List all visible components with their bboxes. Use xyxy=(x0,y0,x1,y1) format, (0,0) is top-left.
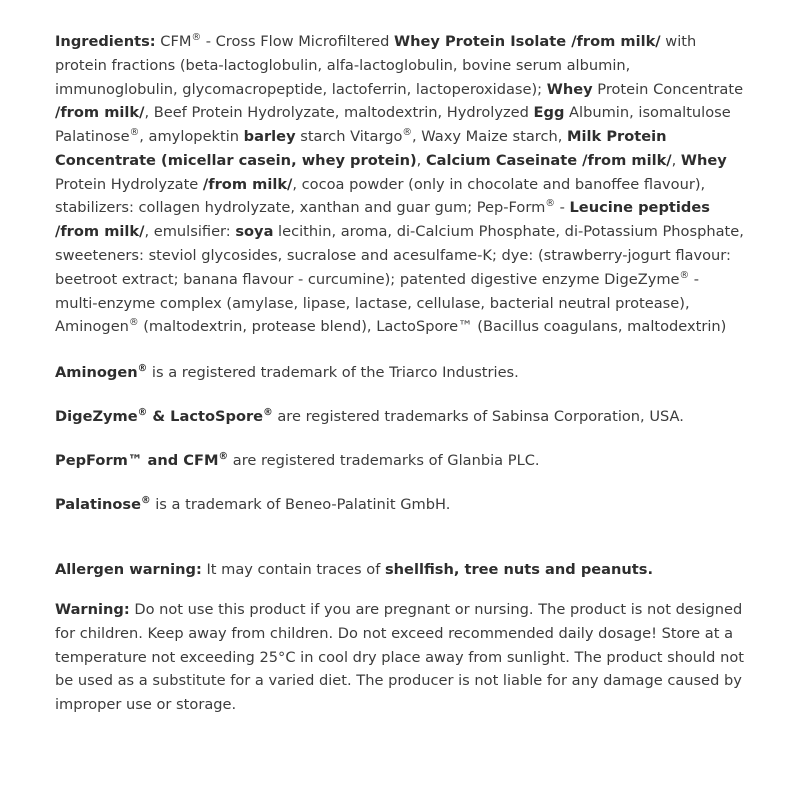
trademark-notice: PepForm™ and CFM® are registered trademarks of Glanbia PLC. xyxy=(55,450,540,469)
trademark-notice: DigeZyme® & LactoSpore® are registered trademarks of Sabinsa Corporation, USA. xyxy=(55,407,684,425)
trademark-notices xyxy=(55,361,745,516)
section-spacer xyxy=(55,536,745,558)
trademark-notice: Palatinose® is a trademark of Beneo-Palatinit GmbH. xyxy=(55,494,451,513)
warning-paragraph: Warning: Do not use this product if you are pregnant or nursing. The product is not designed for children. Keep away from children. Do not exceed recommended daily dosage! Store at a temperature not exceeding 25°C in cool dry place away from sunlight. The product should not be used as a substitute for a varied diet. The producer is not liable for any damage caused by improper use or storage. xyxy=(55,601,744,714)
allergen-warning-paragraph: Allergen warning: It may contain traces of shellfish, tree nuts and peanuts. xyxy=(55,561,653,579)
trademark-notice: Aminogen® is a registered trademark of the Triarco Industries. xyxy=(55,363,519,382)
ingredients-paragraph: Ingredients: CFM® - Cross Flow Microfiltered Whey Protein Isolate /from milk/ with protein fractions (beta-lactoglobulin, alfa-lactoglobulin, bovine serum albumin, immunoglobulin, glycomacropeptide, lactoferrin, lactoperoxidase); Whey Protein Concentrate /from milk/, Beef Protein Hydrolyzate, maltodextrin, Hydrolyzed Egg Albumin, isomaltulose Palatinose®, amylopektin barley starch Vitargo®, Waxy Maize starch, Milk Protein Concentrate (micellar casein, whey protein), Calcium Caseinate /from milk/, Whey Protein Hydrolyzate /from milk/, cocoa powder (only in chocolate and banoffee flavour), stabilizers: collagen hydrolyzate, xanthan and guar gum; Pep-Form® - Leucine peptides /from milk/, emulsifier: soya lecithin, aroma, di-Calcium Phosphate, di-Potassium Phosphate, sweeteners: steviol glycosides, sucralose and acesulfame-K; dye: (strawberry-jogurt flavour: beetroot extract; banana flavour - curcumine); patented digestive enzyme DigeZyme® - multi-enzyme complex (amylase, lipase, lactase, cellulase, bacterial neutral protease), Aminogen® (maltodextrin, protease blend), LactoSpore™ (Bacillus coagulans, maltodextrin) xyxy=(55,32,744,336)
